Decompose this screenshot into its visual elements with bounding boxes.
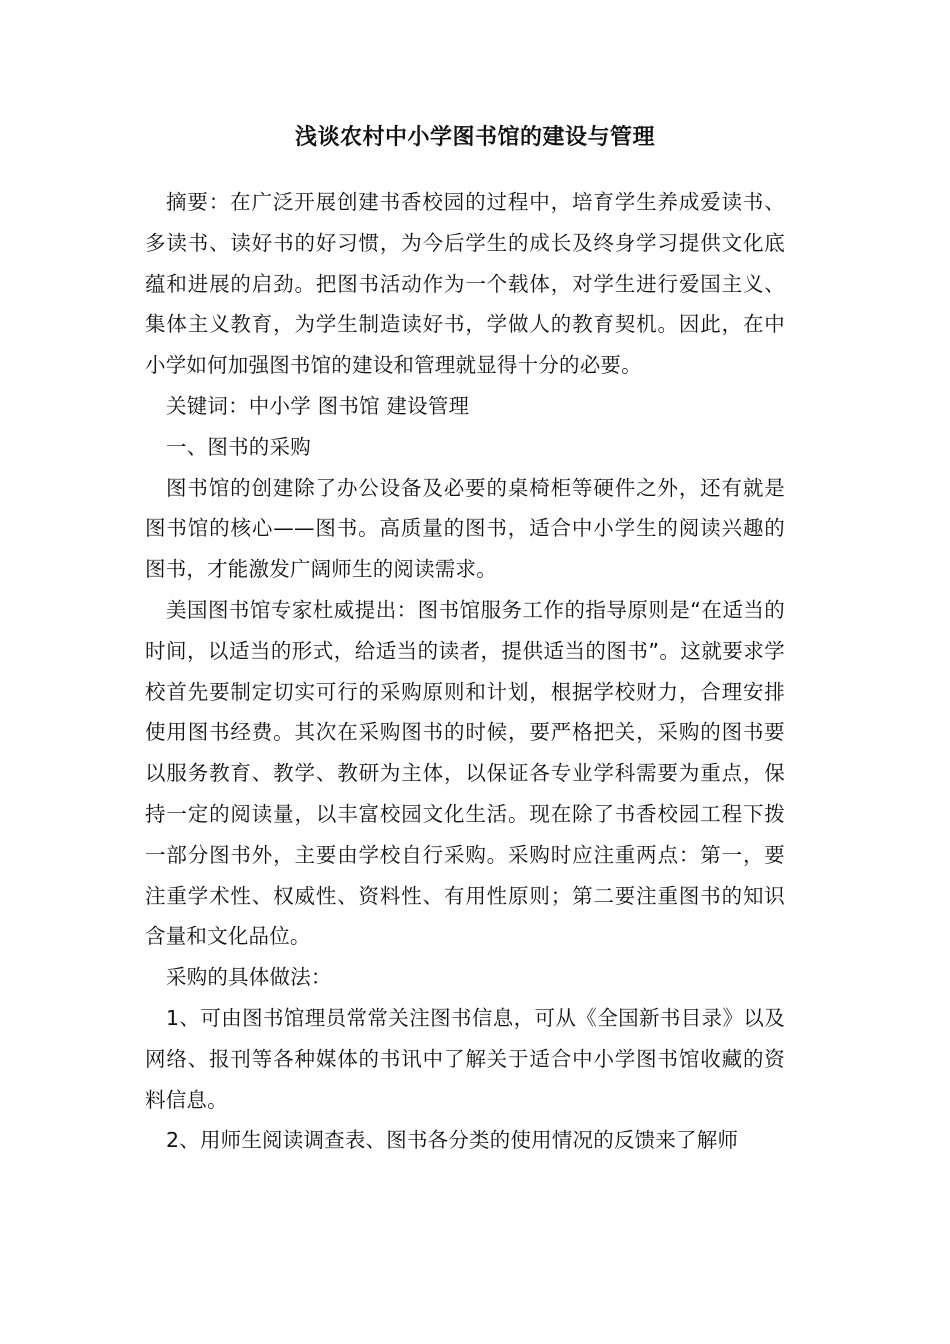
document-body bbox=[145, 182, 785, 1161]
list-item: 2、用师生阅读调查表、图书各分类的使用情况的反馈来了解师 bbox=[166, 1128, 739, 1153]
list-item: 1、可由图书馆理员常常关注图书信息，可从《全国新书目录》以及网络、报刊等各种媒体的书讯中了解关于适合中小学图书馆收藏的资料信息。 bbox=[145, 1005, 785, 1112]
keywords-paragraph: 关键词：中小学 图书馆 建设管理 bbox=[166, 393, 470, 418]
body-paragraph: 图书馆的创建除了办公设备及必要的桌椅柜等硬件之外，还有就是图书馆的核心——图书。高质量的图书，适合中小学生的阅读兴趣的图书，才能激发广阔师生的阅读需求。 bbox=[145, 475, 785, 582]
section-heading: 一、图书的采购 bbox=[166, 434, 311, 459]
body-paragraph: 美国图书馆专家杜威提出：图书馆服务工作的指导原则是“在适当的时间，以适当的形式，给适当的读者，提供适当的图书”。这就要求学校首先要制定切实可行的采购原则和计划，根据学校财力，合理安排使用图书经费。其次在采购图书的时候，要严格把关，采购的图书要以服务教育、教学、教研为主体，以保证各专业学科需要为重点，保持一定的阅读量，以丰富校园文化生活。现在除了书香校园工程下拨一部分图书外，主要由学校自行采购。采购时应注重两点：第一，要注重学术性、权威性、资料性、有用性原则；第二要注重图书的知识含量和文化品位。 bbox=[145, 597, 785, 949]
abstract-paragraph: 摘要：在广泛开展创建书香校园的过程中，培育学生养成爱读书、多读书、读好书的好习惯，为今后学生的成长及终身学习提供文化底蕴和进展的启劲。把图书活动作为一个载体，对学生进行爱国主义、集体主义教育，为学生制造读好书，学做人的教育契机。因此，在中小学如何加强图书馆的建设和管理就显得十分的必要。 bbox=[145, 190, 785, 378]
document-title: 浅谈农村中小学图书馆的建设与管理 bbox=[294, 125, 655, 150]
body-paragraph: 采购的具体做法： bbox=[166, 965, 332, 990]
